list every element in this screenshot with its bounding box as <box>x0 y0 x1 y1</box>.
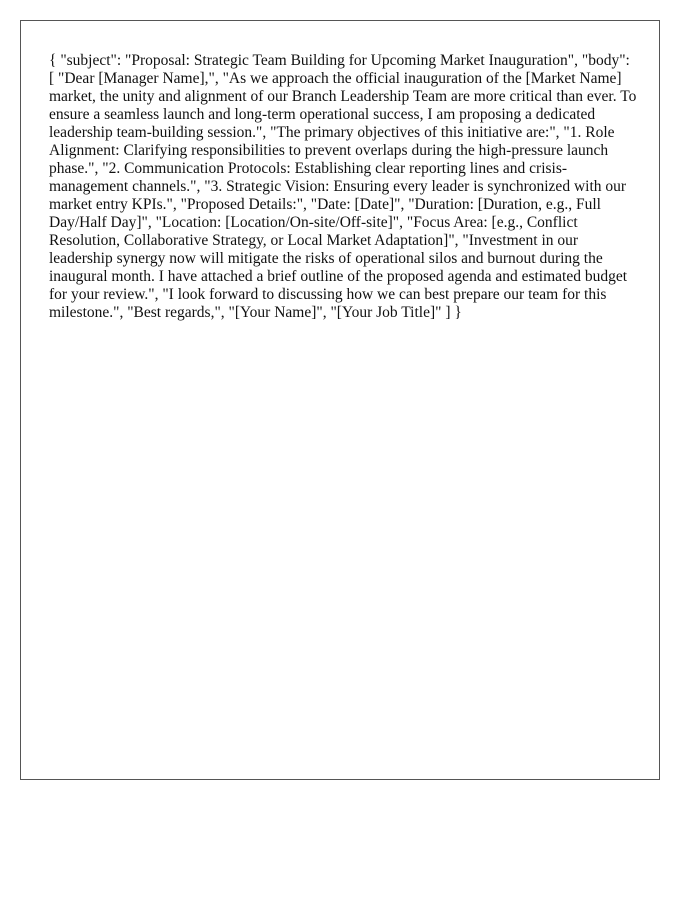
document-page <box>20 20 660 780</box>
document-body-text: { "subject": "Proposal: Strategic Team Building for Upcoming Market Inauguration", "body": [ "Dear [Manager Name],", "As we approach the official inauguration of the [Market Name] market, the unity and alignment of our Branch Leadership Team are more critical than ever. To ensure a seamless launch and long-term operational success, I am proposing a dedicated leadership team-building session.", "The primary objectives of this initiative are:", "1. Role Alignment: Clarifying responsibilities to prevent overlaps during the high-pressure launch phase.", "2. Communication Protocols: Establishing clear reporting lines and crisis-management channels.", "3. Strategic Vision: Ensuring every leader is synchronized with our market entry KPIs.", "Proposed Details:", "Date: [Date]", "Duration: [Duration, e.g., Full Day/Half Day]", "Location: [Location/On-site/Off-site]", "Focus Area: [e.g., Conflict Resolution, Collaborative Strategy, or Local Market Adaptation]", "Investment in our leadership synergy now will mitigate the risks of operational silos and burnout during the inaugural month. I have attached a brief outline of the proposed agenda and estimated budget for your review.", "I look forward to discussing how we can best prepare our team for this milestone.", "Best regards,", "[Your Name]", "[Your Job Title]" ] } <box>49 52 637 321</box>
